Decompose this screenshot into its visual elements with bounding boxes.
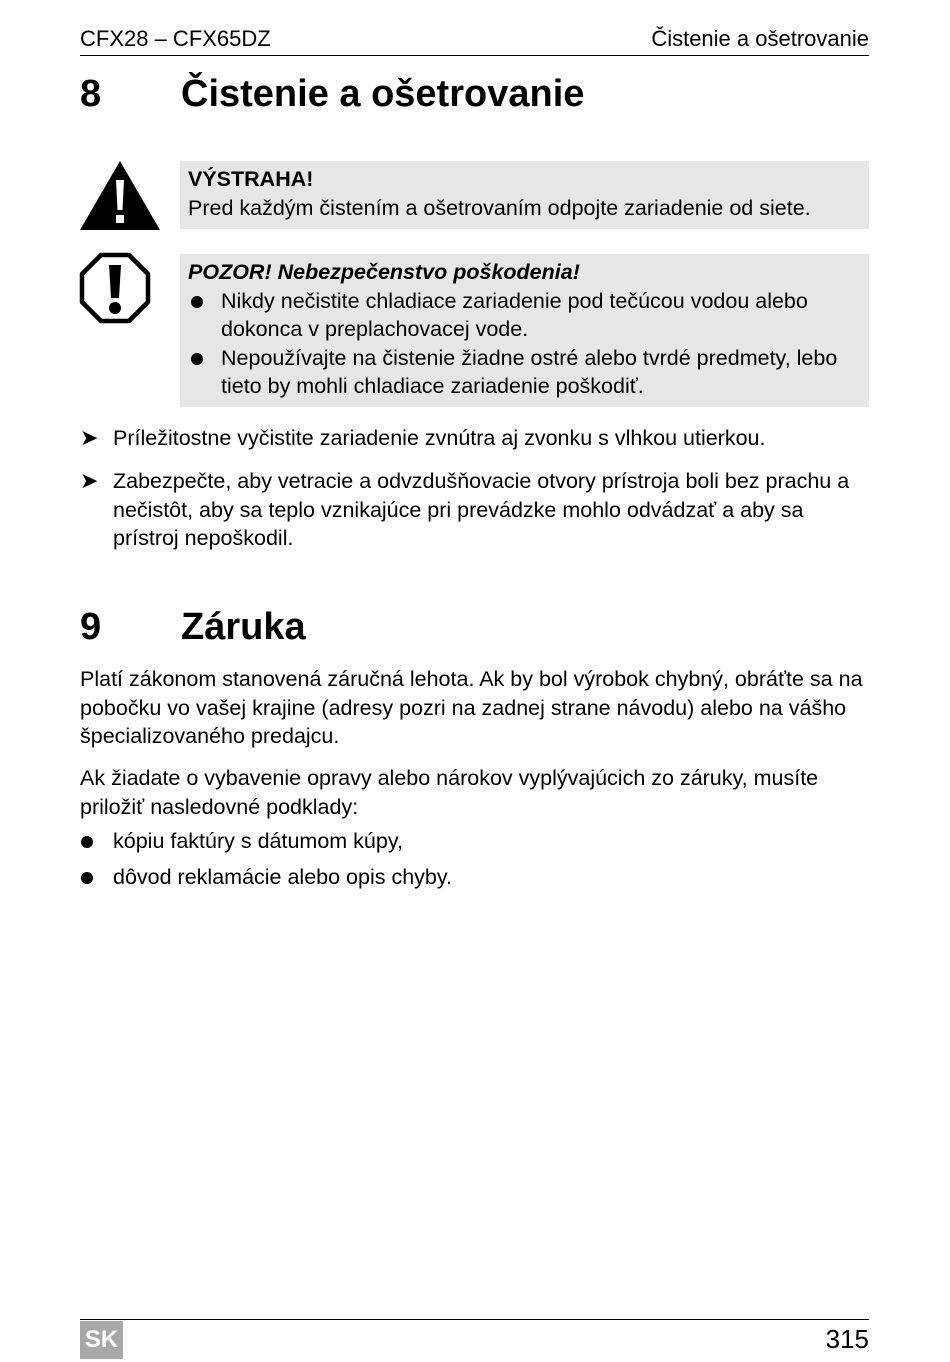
warranty-paragraph: Platí zákonom stanovená záručná lehota. Ak by bol výrobok chybný, obráťte sa na pobočku vo vašej krajine (adresy pozri na zadnej strane návodu) alebo na vášho špecializovaného predajcu. bbox=[80, 667, 863, 748]
caution-box bbox=[180, 254, 869, 407]
caution-octagon-icon bbox=[79, 252, 151, 324]
section-8-number: 8 bbox=[80, 73, 102, 115]
header-model: CFX28 – CFX65DZ bbox=[80, 26, 271, 51]
instruction-step-text: Zabezpečte, aby vetracie a odvzdušňovacie otvory prístroja boli bez prachu a nečistôt, aby sa teplo vznikajúce pri prevádzke mohlo odvádzať a aby sa prístroj nepoškodil. bbox=[113, 469, 850, 550]
page-header bbox=[80, 25, 869, 56]
instruction-step bbox=[80, 467, 870, 553]
arrow-right-icon: ➤ bbox=[80, 425, 99, 450]
footer-divider bbox=[80, 1319, 869, 1320]
bullet-dot-icon bbox=[81, 836, 93, 848]
list-item bbox=[80, 827, 870, 856]
warning-triangle-icon bbox=[79, 160, 161, 232]
instruction-step-text: Príležitostne vyčistite zariadenie zvnútra aj zvonku s vlhkou utierkou. bbox=[113, 426, 766, 450]
list-item-text: dôvod reklamácie alebo opis chyby. bbox=[113, 865, 453, 889]
caution-item bbox=[188, 344, 861, 401]
arrow-right-icon: ➤ bbox=[80, 468, 99, 493]
section-9-title: Záruka bbox=[181, 606, 306, 648]
caution-item bbox=[188, 287, 861, 344]
bullet-dot-icon bbox=[81, 872, 93, 884]
bullet-dot-icon bbox=[191, 296, 203, 308]
section-9-number: 9 bbox=[80, 606, 102, 648]
caution-item-text: Nikdy nečistite chladiace zariadenie pod tečúcou vodou alebo dokonca v preplachovacej vode. bbox=[221, 288, 808, 341]
bullet-dot-icon bbox=[191, 353, 203, 365]
warning-text: Pred každým čistením a ošetrovaním odpojte zariadenie od siete. bbox=[188, 195, 811, 220]
caution-item-text: Nepoužívajte na čistenie žiadne ostré alebo tvrdé predmety, lebo tieto by mohli chladiace zariadenie poškodiť. bbox=[221, 345, 838, 398]
section-8-title: Čistenie a ošetrovanie bbox=[181, 73, 585, 115]
list-item-text: kópiu faktúry s dátumom kúpy, bbox=[113, 829, 403, 853]
instruction-step bbox=[80, 424, 870, 453]
caution-heading: POZOR! Nebezpečenstvo poškodenia! bbox=[188, 260, 580, 284]
header-section: Čistenie a ošetrovanie bbox=[651, 26, 869, 51]
warranty-paragraph: Ak žiadate o vybavenie opravy alebo nárokov vyplývajúcich zo záruky, musíte priložiť nasledovné podklady: bbox=[80, 766, 819, 819]
warning-heading: VÝSTRAHA! bbox=[188, 167, 314, 191]
warning-box bbox=[180, 161, 869, 229]
list-item bbox=[80, 863, 870, 892]
page-number: 315 bbox=[825, 1324, 869, 1354]
language-badge: SK bbox=[80, 1321, 123, 1359]
